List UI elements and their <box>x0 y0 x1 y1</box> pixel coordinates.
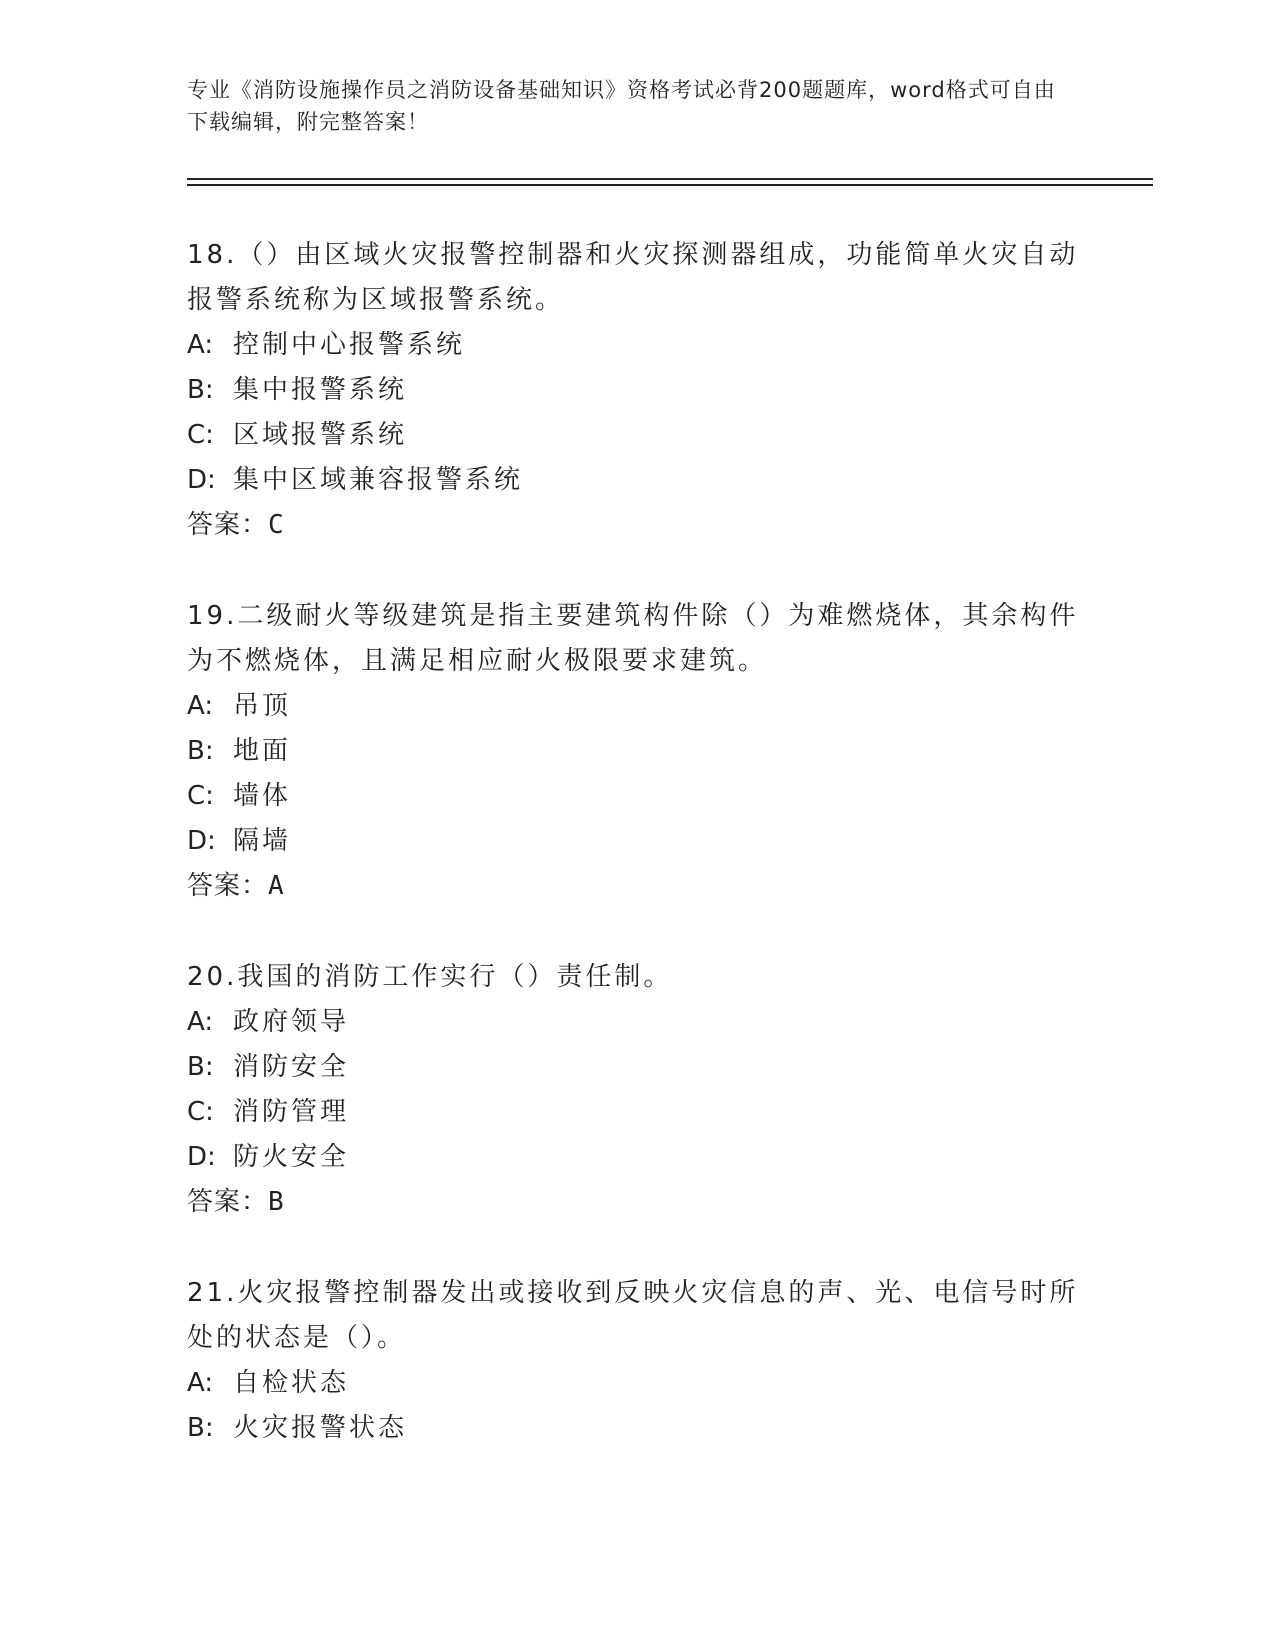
header-divider-line <box>187 178 1153 180</box>
option-text: 火灾报警状态 <box>233 1413 408 1443</box>
question-block <box>187 233 1087 548</box>
answer-label: 答案： <box>187 1187 269 1217</box>
header-divider-line <box>187 184 1153 186</box>
answer-line <box>187 864 1087 909</box>
option-letter: A: <box>187 1007 214 1037</box>
option-letter: D: <box>187 826 216 856</box>
option-letter: C: <box>187 781 214 811</box>
option-text: 吊顶 <box>233 691 292 721</box>
option-a <box>187 684 1087 729</box>
option-text: 消防管理 <box>233 1097 350 1127</box>
option-b <box>187 729 1087 774</box>
option-c <box>187 774 1087 819</box>
option-text: 政府领导 <box>233 1007 350 1037</box>
option-text: 墙体 <box>233 781 292 811</box>
question-block <box>187 594 1087 909</box>
option-letter: B: <box>187 1413 214 1443</box>
option-letter: B: <box>187 1052 214 1082</box>
answer-value: C <box>268 510 285 540</box>
option-letter: C: <box>187 1097 214 1127</box>
question-stem: 21.火灾报警控制器发出或接收到反映火灾信息的声、光、电信号时所处的状态是（）。 <box>187 1278 1079 1353</box>
option-b <box>187 368 1087 413</box>
option-b <box>187 1045 1087 1090</box>
question-block <box>187 1271 1087 1451</box>
option-d <box>187 1135 1087 1180</box>
answer-value: B <box>268 1187 285 1217</box>
question-stem: 18.（）由区域火灾报警控制器和火灾探测器组成，功能简单火灾自动报警系统称为区域报警系统。 <box>187 240 1079 315</box>
answer-line <box>187 503 1087 548</box>
option-a <box>187 323 1087 368</box>
option-d <box>187 819 1087 864</box>
answer-value: A <box>268 871 285 901</box>
option-letter: B: <box>187 375 214 405</box>
option-letter: A: <box>187 330 214 360</box>
option-letter: B: <box>187 736 214 766</box>
option-letter: D: <box>187 465 216 495</box>
option-text: 集中区域兼容报警系统 <box>233 465 524 495</box>
option-text: 控制中心报警系统 <box>233 330 466 360</box>
option-c <box>187 413 1087 458</box>
option-text: 消防安全 <box>233 1052 350 1082</box>
answer-label: 答案： <box>187 510 269 540</box>
question-stem: 20.我国的消防工作实行（）责任制。 <box>187 962 673 992</box>
option-text: 自检状态 <box>233 1368 350 1398</box>
answer-line <box>187 1180 1087 1225</box>
option-letter: A: <box>187 1368 214 1398</box>
question-stem: 19.二级耐火等级建筑是指主要建筑构件除（）为难燃烧体，其余构件为不燃烧体，且满足相应耐火极限要求建筑。 <box>187 601 1079 676</box>
answer-label: 答案： <box>187 871 269 901</box>
option-text: 防火安全 <box>233 1142 350 1172</box>
option-letter: D: <box>187 1142 216 1172</box>
option-letter: A: <box>187 691 214 721</box>
document-header: 专业《消防设施操作员之消防设备基础知识》资格考试必背200题题库，word格式可自由下载编辑，附完整答案！ <box>187 78 1056 134</box>
option-text: 隔墙 <box>233 826 292 856</box>
option-c <box>187 1090 1087 1135</box>
option-d <box>187 458 1087 503</box>
option-a <box>187 1361 1087 1406</box>
option-b <box>187 1406 1087 1451</box>
question-block <box>187 955 1087 1225</box>
option-text: 集中报警系统 <box>233 375 408 405</box>
option-letter: C: <box>187 420 214 450</box>
option-text: 地面 <box>233 736 292 766</box>
option-text: 区域报警系统 <box>233 420 408 450</box>
option-a <box>187 1000 1087 1045</box>
